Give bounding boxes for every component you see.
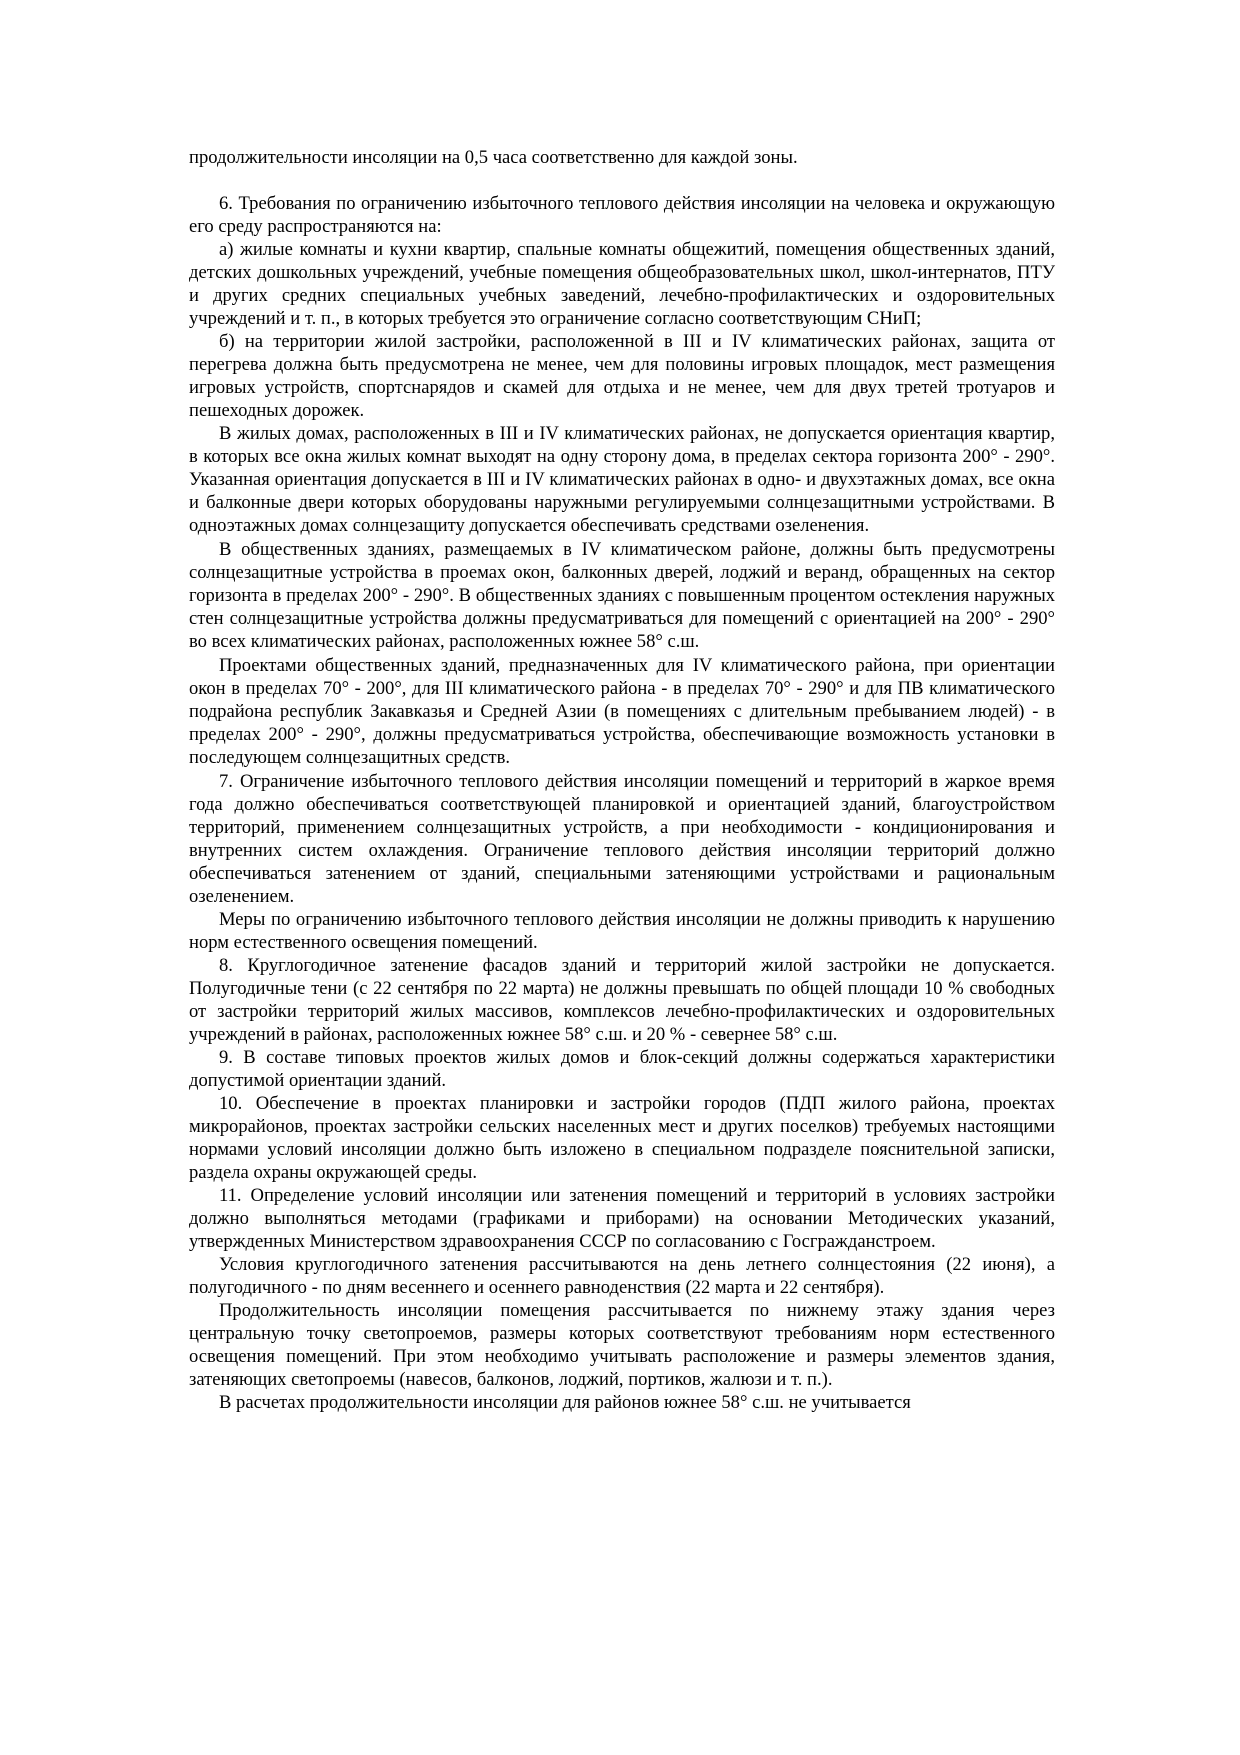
paragraph: 11. Определение условий инсоляции или затенения помещений и территорий в условиях застройки должно выполняться методами (графиками и приборами) на основании Методических указаний, утвержденных Министерством здравоохранения СССР по согласованию с Госгражданстроем. <box>189 1185 1055 1252</box>
paragraph: б) на территории жилой застройки, расположенной в III и IV климатических районах, защита от перегрева должна быть предусмотрена не менее, чем для половины игровых площадок, мест размещения игровых устройств, спортснарядов и скамей для отдыха и не менее, чем для двух третей тротуаров и пешеходных дорожек. <box>189 331 1055 421</box>
document-page <box>189 146 1055 1414</box>
paragraph: Проектами общественных зданий, предназначенных для IV климатического района, при ориентации окон в пределах 70° - 200°, для III климатического района - в пределах 70° - 290° и для ПВ климатического подрайона республик Закавказья и Средней Азии (в помещениях с длительным пребыванием людей) - в пределах 200° - 290°, должны предусматриваться устройства, обеспечивающие возможность установки в последующем солнцезащитных средств. <box>189 655 1055 768</box>
paragraph: В жилых домах, расположенных в III и IV климатических районах, не допускается ориентация квартир, в которых все окна жилых комнат выходят на одну сторону дома, в пределах сектора горизонта 200° - 290°. Указанная ориентация допускается в III и IV климатических районах в одно- и двухэтажных домах, все окна и балконные двери которых оборудованы наружными регулируемыми солнцезащитными устройствами. В одноэтажных домах солнцезащиту допускается обеспечивать средствами озеленения. <box>189 423 1055 536</box>
paragraph: Продолжительность инсоляции помещения рассчитывается по нижнему этажу здания через центральную точку светопроемов, размеры которых соответствуют требованиям норм естественного освещения помещений. При этом необходимо учитывать расположение и размеры элементов здания, затеняющих светопроемы (навесов, балконов, лоджий, портиков, жалюзи и т. п.). <box>189 1300 1055 1390</box>
paragraph: 8. Круглогодичное затенение фасадов зданий и территорий жилой застройки не допускается. Полугодичные тени (с 22 сентября по 22 марта) не должны превышать по общей площади 10 % свободных от застройки территорий жилых массивов, комплексов лечебно-профилактических и оздоровительных учреждений в районах, расположенных южнее 58° с.ш. и 20 % - севернее 58° с.ш. <box>189 955 1055 1045</box>
paragraph: 9. В составе типовых проектов жилых домов и блок-секций должны содержаться характеристики допустимой ориентации зданий. <box>189 1047 1055 1091</box>
paragraph: В расчетах продолжительности инсоляции для районов южнее 58° с.ш. не учитывается <box>219 1392 911 1413</box>
paragraph: Условия круглогодичного затенения рассчитываются на день летнего солнцестояния (22 июня), а полугодичного - по дням весеннего и осеннего равноденствия (22 марта и 22 сентября). <box>189 1254 1055 1298</box>
paragraph: 7. Ограничение избыточного теплового действия инсоляции помещений и территорий в жаркое время года должно обеспечиваться соответствующей планировкой и ориентацией зданий, благоустройством территорий, применением солнцезащитных устройств, а при необходимости - кондиционирования и внутренних систем охлаждения. Ограничение теплового действия инсоляции территорий должно обеспечиваться затенением от зданий, специальными затеняющими устройствами и рациональным озеленением. <box>189 771 1055 907</box>
paragraph: Меры по ограничению избыточного теплового действия инсоляции не должны приводить к нарушению норм естественного освещения помещений. <box>189 909 1055 953</box>
paragraph: а) жилые комнаты и кухни квартир, спальные комнаты общежитий, помещения общественных зданий, детских дошкольных учреждений, учебные помещения общеобразовательных школ, школ-интернатов, ПТУ и других средних специальных учебных заведений, лечебно-профилактических и оздоровительных учреждений и т. п., в которых требуется это ограничение согласно соответствующим СНиП; <box>189 239 1055 329</box>
paragraph: В общественных зданиях, размещаемых в IV климатическом районе, должны быть предусмотрены солнцезащитные устройства в проемах окон, балконных дверей, лоджий и веранд, обращенных на сектор горизонта в пределах 200° - 290°. В общественных зданиях с повышенным процентом остекления наружных стен солнцезащитные устройства должны предусматриваться для помещений с ориентацией на 200° - 290° во всех климатических районах, расположенных южнее 58° с.ш. <box>189 539 1055 652</box>
paragraph: 10. Обеспечение в проектах планировки и застройки городов (ПДП жилого района, проектах микрорайонов, проектах застройки сельских населенных мест и других поселков) требуемых настоящими нормами условий инсоляции должно быть изложено в специальном подразделе пояснительной записки, раздела охраны окружающей среды. <box>189 1093 1055 1183</box>
paragraph: 6. Требования по ограничению избыточного теплового действия инсоляции на человека и окружающую его среду распространяются на: <box>189 193 1055 237</box>
paragraph: продолжительности инсоляции на 0,5 часа соответственно для каждой зоны. <box>189 147 798 168</box>
